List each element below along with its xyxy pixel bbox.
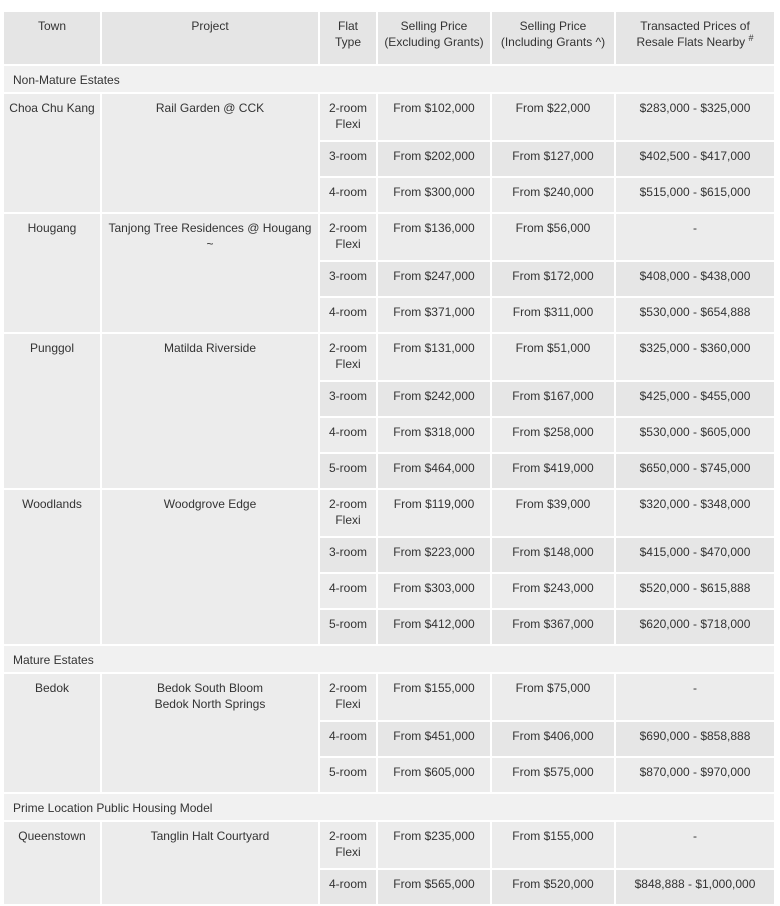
flat-type-text: 4-room bbox=[328, 425, 367, 439]
price-excl-cell: From $300,000 bbox=[377, 177, 491, 213]
flat-type-text: 3-room bbox=[328, 545, 367, 559]
flat-type-text: 4-room bbox=[328, 185, 367, 199]
price-incl-cell: From $419,000 bbox=[491, 453, 615, 489]
flat-type-text: Flexi bbox=[335, 237, 361, 251]
flat-type-text: 2-room bbox=[328, 497, 367, 511]
price-incl-cell: From $39,000 bbox=[491, 489, 615, 537]
price-excl-cell: From $247,000 bbox=[377, 261, 491, 297]
price-excl-cell: From $565,000 bbox=[377, 869, 491, 905]
flat-type-cell bbox=[319, 821, 377, 869]
flat-type-cell bbox=[319, 573, 377, 609]
project-name: Bedok North Springs bbox=[154, 697, 266, 711]
flat-type-text: 3-room bbox=[328, 269, 367, 283]
header-price-excl: Selling Price (Excluding Grants) bbox=[377, 12, 491, 65]
price-excl-cell: From $303,000 bbox=[377, 573, 491, 609]
table-row bbox=[4, 673, 775, 721]
town-cell: Choa Chu Kang bbox=[4, 93, 101, 213]
resale-price-cell: $520,000 - $615,888 bbox=[615, 573, 775, 609]
price-excl-cell: From $235,000 bbox=[377, 821, 491, 869]
town-cell: Bedok bbox=[4, 673, 101, 793]
flat-type-cell bbox=[319, 453, 377, 489]
price-excl-cell: From $223,000 bbox=[377, 537, 491, 573]
price-incl-cell: From $75,000 bbox=[491, 673, 615, 721]
header-price-incl: Selling Price (Including Grants ^) bbox=[491, 12, 615, 65]
flat-type-cell bbox=[319, 213, 377, 261]
flat-type-text: 5-room bbox=[328, 617, 367, 631]
section-title: Non-Mature Estates bbox=[4, 65, 775, 93]
price-incl-cell: From $406,000 bbox=[491, 721, 615, 757]
resale-price-cell: $402,500 - $417,000 bbox=[615, 141, 775, 177]
flat-type-text: 2-room bbox=[328, 221, 367, 235]
project-cell bbox=[101, 673, 319, 793]
project-cell bbox=[101, 93, 319, 213]
resale-price-cell: - bbox=[615, 213, 775, 261]
price-excl-cell: From $131,000 bbox=[377, 333, 491, 381]
flat-type-cell bbox=[319, 757, 377, 793]
table-row bbox=[4, 821, 775, 869]
flat-type-text: 3-room bbox=[328, 149, 367, 163]
flat-type-cell bbox=[319, 721, 377, 757]
flat-type-text: 2-room bbox=[328, 101, 367, 115]
project-name: Bedok South Bloom bbox=[156, 681, 264, 695]
project-cell bbox=[101, 489, 319, 645]
table-row bbox=[4, 213, 775, 261]
resale-price-cell: $415,000 - $470,000 bbox=[615, 537, 775, 573]
town-cell: Queenstown bbox=[4, 821, 101, 905]
price-incl-cell: From $22,000 bbox=[491, 93, 615, 141]
flat-type-text: Flexi bbox=[335, 117, 361, 131]
resale-price-cell: $515,000 - $615,000 bbox=[615, 177, 775, 213]
price-excl-cell: From $605,000 bbox=[377, 757, 491, 793]
section-row bbox=[4, 65, 775, 93]
price-incl-cell: From $172,000 bbox=[491, 261, 615, 297]
resale-price-cell: $325,000 - $360,000 bbox=[615, 333, 775, 381]
price-incl-cell: From $51,000 bbox=[491, 333, 615, 381]
flat-type-text: Flexi bbox=[335, 845, 361, 859]
flat-type-cell bbox=[319, 609, 377, 645]
bto-price-table bbox=[4, 12, 776, 906]
header-row bbox=[4, 12, 775, 65]
price-incl-cell: From $56,000 bbox=[491, 213, 615, 261]
flat-type-text: 5-room bbox=[328, 765, 367, 779]
flat-type-cell bbox=[319, 417, 377, 453]
price-incl-cell: From $155,000 bbox=[491, 821, 615, 869]
resale-price-cell: $848,888 - $1,000,000 bbox=[615, 869, 775, 905]
price-incl-cell: From $167,000 bbox=[491, 381, 615, 417]
flat-type-cell bbox=[319, 261, 377, 297]
table-row bbox=[4, 93, 775, 141]
project-cell bbox=[101, 213, 319, 333]
price-excl-cell: From $155,000 bbox=[377, 673, 491, 721]
resale-price-cell: $320,000 - $348,000 bbox=[615, 489, 775, 537]
table-row bbox=[4, 333, 775, 381]
flat-type-text: 2-room bbox=[328, 341, 367, 355]
header-flat-type: Flat Type bbox=[319, 12, 377, 65]
price-excl-cell: From $412,000 bbox=[377, 609, 491, 645]
resale-price-cell: $530,000 - $605,000 bbox=[615, 417, 775, 453]
flat-type-text: 4-room bbox=[328, 877, 367, 891]
price-excl-cell: From $202,000 bbox=[377, 141, 491, 177]
section-title: Prime Location Public Housing Model bbox=[4, 793, 775, 821]
price-excl-cell: From $136,000 bbox=[377, 213, 491, 261]
flat-type-text: 4-room bbox=[328, 581, 367, 595]
price-incl-cell: From $575,000 bbox=[491, 757, 615, 793]
town-cell: Woodlands bbox=[4, 489, 101, 645]
header-resale: Transacted Prices of Resale Flats Nearby # bbox=[615, 12, 775, 65]
project-cell bbox=[101, 333, 319, 489]
project-name: Tanglin Halt Courtyard bbox=[150, 829, 270, 843]
town-cell: Punggol bbox=[4, 333, 101, 489]
price-incl-cell: From $243,000 bbox=[491, 573, 615, 609]
flat-type-text: 2-room bbox=[328, 829, 367, 843]
price-excl-cell: From $464,000 bbox=[377, 453, 491, 489]
section-title: Mature Estates bbox=[4, 645, 775, 673]
flat-type-cell bbox=[319, 333, 377, 381]
table-row bbox=[4, 489, 775, 537]
price-excl-cell: From $119,000 bbox=[377, 489, 491, 537]
flat-type-cell bbox=[319, 673, 377, 721]
flat-type-text: Flexi bbox=[335, 357, 361, 371]
section-row bbox=[4, 793, 775, 821]
flat-type-cell bbox=[319, 869, 377, 905]
price-excl-cell: From $318,000 bbox=[377, 417, 491, 453]
price-excl-cell: From $242,000 bbox=[377, 381, 491, 417]
project-name: Matilda Riverside bbox=[163, 341, 257, 355]
resale-price-cell: $690,000 - $858,888 bbox=[615, 721, 775, 757]
price-excl-cell: From $451,000 bbox=[377, 721, 491, 757]
flat-type-cell bbox=[319, 141, 377, 177]
resale-price-cell: $425,000 - $455,000 bbox=[615, 381, 775, 417]
flat-type-text: 5-room bbox=[328, 461, 367, 475]
project-name: Rail Garden @ CCK bbox=[155, 101, 265, 115]
town-cell: Hougang bbox=[4, 213, 101, 333]
resale-price-cell: $283,000 - $325,000 bbox=[615, 93, 775, 141]
section-row bbox=[4, 645, 775, 673]
project-cell bbox=[101, 821, 319, 905]
resale-price-cell: $650,000 - $745,000 bbox=[615, 453, 775, 489]
price-incl-cell: From $311,000 bbox=[491, 297, 615, 333]
flat-type-text: Flexi bbox=[335, 513, 361, 527]
price-incl-cell: From $148,000 bbox=[491, 537, 615, 573]
resale-price-cell: $408,000 - $438,000 bbox=[615, 261, 775, 297]
header-project: Project bbox=[101, 12, 319, 65]
flat-type-cell bbox=[319, 93, 377, 141]
flat-type-text: 2-room bbox=[328, 681, 367, 695]
flat-type-text: Flexi bbox=[335, 697, 361, 711]
project-name: Woodgrove Edge bbox=[163, 497, 257, 511]
resale-price-cell: $530,000 - $654,888 bbox=[615, 297, 775, 333]
price-incl-cell: From $520,000 bbox=[491, 869, 615, 905]
flat-type-cell bbox=[319, 381, 377, 417]
price-incl-cell: From $367,000 bbox=[491, 609, 615, 645]
resale-price-cell: $870,000 - $970,000 bbox=[615, 757, 775, 793]
flat-type-cell bbox=[319, 177, 377, 213]
resale-price-cell: $620,000 - $718,000 bbox=[615, 609, 775, 645]
resale-price-cell: - bbox=[615, 821, 775, 869]
flat-type-text: 3-room bbox=[328, 389, 367, 403]
price-incl-cell: From $127,000 bbox=[491, 141, 615, 177]
header-town: Town bbox=[4, 12, 101, 65]
resale-price-cell: - bbox=[615, 673, 775, 721]
flat-type-text: 4-room bbox=[328, 729, 367, 743]
flat-type-text: 4-room bbox=[328, 305, 367, 319]
flat-type-cell bbox=[319, 489, 377, 537]
price-excl-cell: From $102,000 bbox=[377, 93, 491, 141]
flat-type-cell bbox=[319, 537, 377, 573]
price-excl-cell: From $371,000 bbox=[377, 297, 491, 333]
flat-type-cell bbox=[319, 297, 377, 333]
price-incl-cell: From $240,000 bbox=[491, 177, 615, 213]
price-incl-cell: From $258,000 bbox=[491, 417, 615, 453]
table-body bbox=[4, 65, 775, 905]
project-name: Tanjong Tree Residences @ Hougang ~ bbox=[108, 221, 312, 251]
